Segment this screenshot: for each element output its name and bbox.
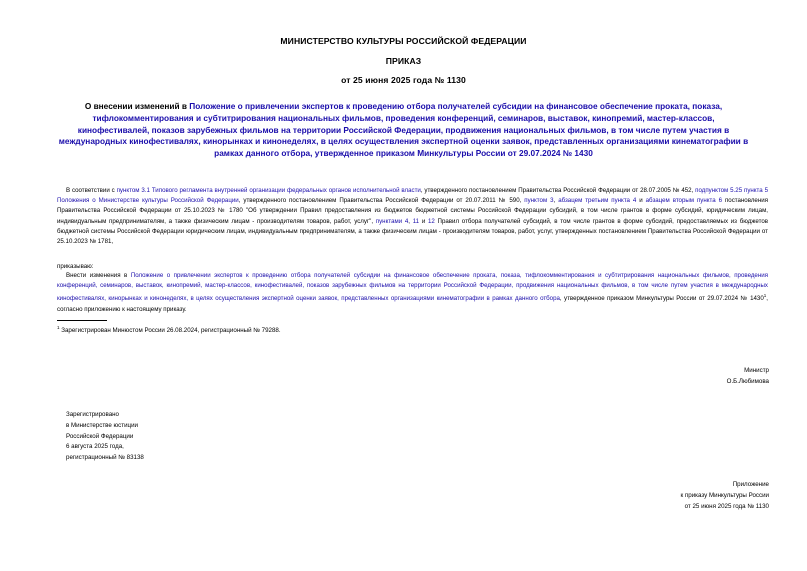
footnote-text: Зарегистрирован Минюстом России 26.08.2024, регистрационный № 79288. <box>61 327 281 335</box>
title-regulation-link[interactable]: Положение о привлечении экспертов к проведению отбора получателей субсидии на финансовое обеспечение проката, показа, тифлокомментирования и субтитрирования национальных фильмов, проведения конференций, семинаров, выставок, кинопремий, мастер-классов, кинофестивалей, показов зарубежных фильмов на территории Российской Федерации, продвижения национальных фильмов, в том числе путем участия в международных кинофестивалях, кинорынках и кинонеделях, в целях осуществления экспертной оценки заявок, представленных организациями кинематографии в рамках данного отбора, утвержденное приказом Минкультуры России от 29.07.2024 № 1430 <box>58 101 749 159</box>
registration-line: в Министерстве юстиции <box>66 421 139 429</box>
preamble-link-punkt11[interactable]: 11 <box>412 217 420 225</box>
title-prefix: О внесении изменений в <box>84 101 190 111</box>
preamble-link-polozhenie[interactable]: подпунктом 5.25 пункта 5 Положения о Министерстве культуры Российской Федерации <box>57 187 768 205</box>
order-text: , согласно приложению к настоящему приказу. <box>57 295 768 313</box>
preamble-text: и <box>636 197 646 205</box>
order-text: , утвержденное приказом Минкультуры России от 29.07.2024 № 1430 <box>559 295 764 303</box>
signature-name: О.Б.Любимова <box>726 378 769 385</box>
footnote <box>57 323 281 336</box>
document-type: ПРИКАЗ <box>385 56 422 66</box>
preamble-link-punkt12[interactable]: 12 <box>427 217 435 225</box>
signature-position: Министр <box>744 367 769 374</box>
preamble-link-punkt4-rules[interactable]: пунктами 4 <box>375 217 409 225</box>
registration-line: регистрационный № 83138 <box>66 454 144 462</box>
appendix-block <box>680 480 769 512</box>
order-text: Внести изменения в <box>66 272 131 279</box>
preamble-text: , <box>553 197 559 205</box>
document-date-number: от 25 июня 2025 года № 1130 <box>341 75 466 85</box>
preamble-paragraph <box>57 186 768 247</box>
preamble-link-punkt6[interactable]: абзацем вторым пункта 6 <box>645 197 723 205</box>
preamble-link-punkt3[interactable]: пунктом 3 <box>524 197 554 205</box>
footnote-divider <box>57 320 107 321</box>
preamble-link-reglament[interactable]: пунктом 3.1 Типового регламента внутренней организации федеральных органов исполнительной власти <box>116 187 421 194</box>
order-paragraph <box>57 271 768 315</box>
footnote-mark: 1 <box>57 325 60 330</box>
preamble-text: , утвержденного постановлением Правительства Российской Федерации от 20.07.2011 № 590, <box>238 197 525 205</box>
preamble-text: Правил отбора получателей субсидий, в том числе грантов в форме субсидий, предоставляемых из бюджетов бюджетной системы Российской Федерации юридическим лицам, индивидуальным предпринимателям, а также физическим лицам - производителям товаров, работ, услуг, утвержденных постановлением Правительства Российской Федерации от 25.10.2023 № 1781, <box>57 217 769 246</box>
registration-line: Зарегистрировано <box>66 411 119 418</box>
registration-line: 6 августа 2025 года, <box>66 443 124 451</box>
preamble-link-punkt4[interactable]: абзацем третьим пункта 4 <box>558 197 637 205</box>
ministry-heading: МИНИСТЕРСТВО КУЛЬТУРЫ РОССИЙСКОЙ ФЕДЕРАЦИИ <box>280 36 527 46</box>
preamble-text: , <box>408 217 413 225</box>
order-word: приказываю: <box>57 263 94 270</box>
registration-line: Российской Федерации <box>66 432 134 440</box>
preamble-text: и <box>419 217 428 225</box>
preamble-text: , утвержденного постановлением Правительства Российской Федерации от 28.07.2005 № 452, <box>420 187 696 194</box>
registration-block <box>66 410 144 464</box>
appendix-line: Приложение <box>732 481 769 488</box>
appendix-line: к приказу Минкультуры России <box>680 491 769 499</box>
preamble-text: постановления Правительства Российской Федерации от 25.10.2023 № 1780 "Об утверждении Правил предоставления из бюджетов бюджетной системы Российской Федерации субсидий, в том числе грантов в форме субсидий, юридическим лицам, индивидуальным предпринимателям, а также физическим лицам - производителям товаров, работ, услуг", <box>57 197 768 225</box>
document-title <box>56 101 751 160</box>
footnote-reference: 1 <box>763 293 767 299</box>
appendix-line: от 25 июня 2025 года № 1130 <box>684 502 769 510</box>
preamble-text: В соответствии с <box>66 187 117 194</box>
order-regulation-link[interactable]: Положение о привлечении экспертов к проведению отбора получателей субсидии на финансовое обеспечение проката, показа, тифлокомментирования и субтитрирования национальных фильмов, проведения конференций, семинаров, выставок, кинопремий, мастер-классов, кинофестивалей, показов зарубежных фильмов на территории Российской Федерации, продвижения национальных фильмов, в том числе путем участия в международных кинофестивалях, кинорынках и кинонеделях, в целях осуществления экспертной оценки заявок, представленных организациями кинематографии в рамках данного отбора <box>57 272 768 303</box>
